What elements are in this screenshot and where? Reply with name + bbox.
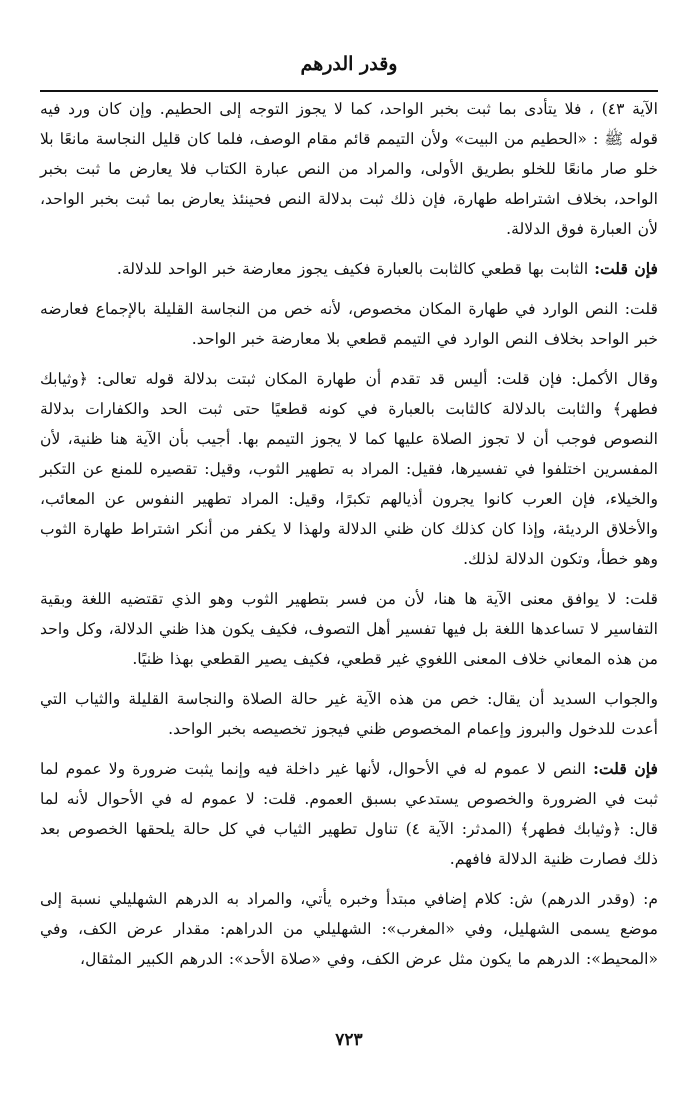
paragraph-2: فإن قلت: الثابت بها قطعي كالثابت بالعبارة فكيف يجوز معارضة خبر الواحد للدلالة. [116, 259, 658, 278]
running-title: وقدر الدرهم [300, 53, 398, 75]
paragraph-5: قلت: لا يوافق معنى الآية ها هنا، لأن من فسر بتطهير الثوب وهو الذي تقتضيه اللغة وبقية التفاسير لا تساعدها اللغة بل فيها تفسير أهل التصوف، فكيف يكون هذا ظني الدلالة، وكل واحد من هذه المعاني خلاف المعنى اللغوي غير قطعي، فكيف يصير القطعي بهذا ظنيًا. [40, 590, 658, 668]
header-rule [40, 90, 658, 92]
paragraph-7: فإن قلت: النص لا عموم له في الأحوال، لأنها غير داخلة فيه وإنما يثبت ضرورة ولا عموم لما ثبت في الضرورة والخصوص يستدعي بسبق العموم. قلت: لا عموم له في الأحوال لأنه لما قال: ﴿وثيابك فطهر﴾ (المدثر: الآية ٤) تناول تطهير الثياب في كل حالة يلحقها الخصوص بعد ذلك فصارت ظنية الدلالة فافهم. [40, 759, 658, 868]
paragraph-1: الآية ٤٣) ، فلا يتأدى بما ثبت بخبر الواحد، كما لا يجوز التوجه إلى الحطيم. وإن كان ورد فيه قوله ﷺ : «الحطيم من البيت» ولأن التيمم قائم مقام الوصف، فلما كان قليل النجاسة مانعًا بلا خلو صار مانعًا للخلو بطريق الأولى، والمراد من النص عبارة الكتاب فلا يعارض ما ثبت بخبر الواحد، بخلاف اشتراطه طهارة، فإن ذلك ثبت بدلالة النص فحينئذ يعارض بما ثبت بخبر الواحد، لأن العبارة فوق الدلالة. [40, 100, 658, 238]
page-body [40, 94, 658, 974]
question-lead: فإن قلت: [594, 259, 658, 278]
question-lead: فإن قلت: [593, 759, 658, 778]
paragraph-4: وقال الأكمل: فإن قلت: أليس قد تقدم أن طهارة المكان ثبتت بدلالة قوله تعالى: ﴿وثيابك فطهر﴾ والثابت بالدلالة كالثابت بالعبارة في كونه قطعيًا حتى ثبت الحد والكفارات بدلالة النصوص فوجب أن لا تجوز الصلاة عليها كما لا يجوز التيمم بها. أجيب بأن الآية هنا ظنية، لأن المفسرين اختلفوا في تفسيرها، فقيل: المراد به تطهير الثوب، وقيل: تقصيره للمنع عن التكبر والخيلاء، فإن العرب كانوا يجرون أذيالهم تكبرًا، وقيل: المراد تطهير النفوس عن المعائب، والأخلاق الرديئة، وإذا كان كذلك كان ظني الدلالة ولهذا لا يكفر من أنكر اشتراط طهارة الثوب وهو خطأ، وتكون الدلالة لذلك. [40, 370, 658, 568]
page-number: ٧٢٣ [335, 1030, 363, 1050]
paragraph-3: قلت: النص الوارد في طهارة المكان مخصوص، لأنه خص من النجاسة القليلة بالإجماع فعارضه خبر الواحد بخلاف النص الوارد في التيمم قطعي بلا معارضة خبر الواحد. [40, 300, 658, 348]
paragraph-8: م: (وقدر الدرهم) ش: كلام إضافي مبتدأ وخبره يأتي، والمراد به الدرهم الشهليلي نسبة إلى موضع يسمى الشهليل، وفي «المغرب»: الشهليلي من الدراهم: مقدار عرض الكف، وفي «المحيط»: الدرهم ما يكون مثل عرض الكف، وفي «صلاة الأحد»: الدرهم الكبير المثقال، [40, 890, 658, 968]
paragraph-6: والجواب السديد أن يقال: خص من هذه الآية غير حالة الصلاة والنجاسة القليلة والثياب التي أعدت للدخول والبروز وإعمام المخصوص ظني فيجوز تخصيصه بخبر الواحد. [40, 690, 658, 738]
